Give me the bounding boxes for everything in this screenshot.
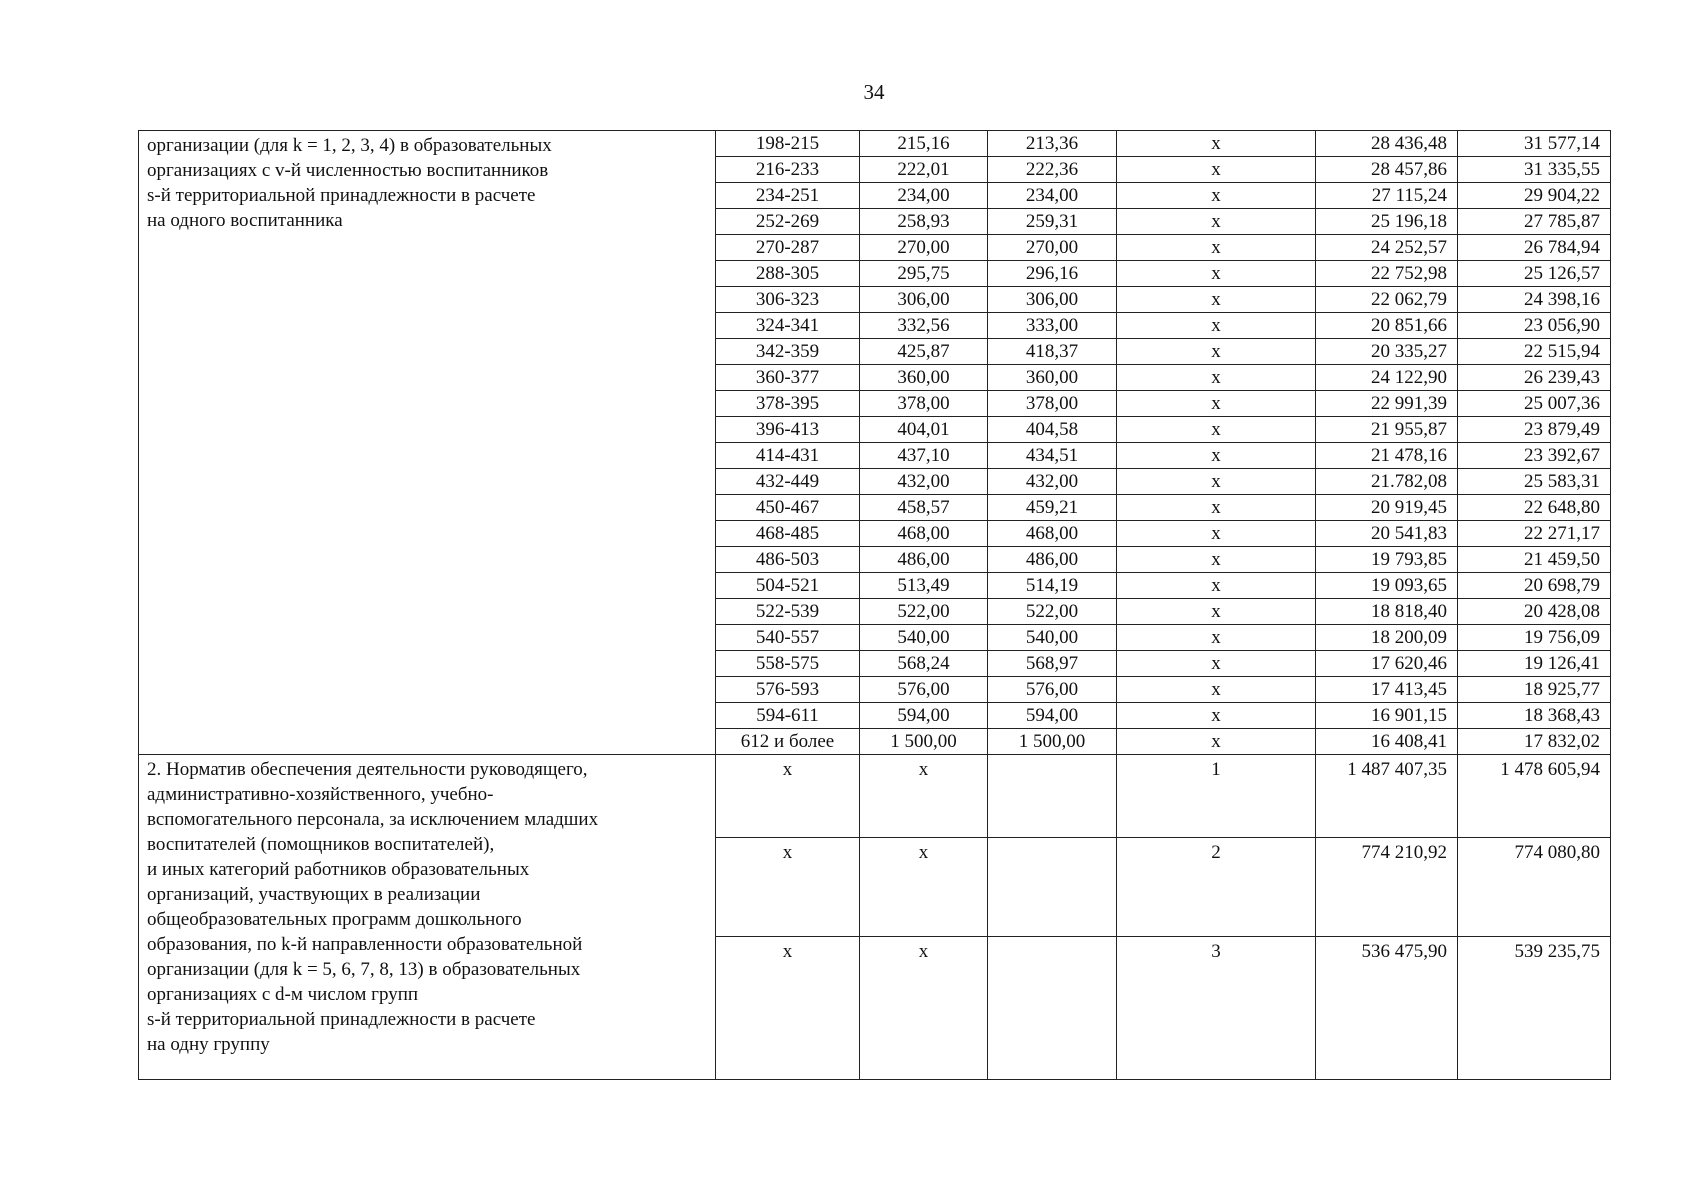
section2-description [139, 755, 716, 1080]
marker-cell: x [716, 838, 860, 937]
amount-cell: 24 252,57 [1316, 235, 1458, 261]
description-line: воспитателей (помощников воспитателей), [147, 834, 495, 855]
amount-cell: 21.782,08 [1316, 469, 1458, 495]
amount-cell: 19 756,09 [1458, 625, 1611, 651]
value-cell: 1 500,00 [860, 729, 988, 755]
amount-cell: 25 583,31 [1458, 469, 1611, 495]
empty-cell [988, 937, 1117, 1080]
value-cell: 222,36 [988, 157, 1117, 183]
range-cell: 234-251 [716, 183, 860, 209]
range-cell: 216-233 [716, 157, 860, 183]
empty-cell [988, 838, 1117, 937]
range-cell: 594-611 [716, 703, 860, 729]
amount-cell: 26 784,94 [1458, 235, 1611, 261]
amount-cell: 774 080,80 [1458, 838, 1611, 937]
value-cell: 404,58 [988, 417, 1117, 443]
section1-description [139, 131, 716, 755]
description-line: и иных категорий работников образовательных [147, 859, 530, 880]
range-cell: 270-287 [716, 235, 860, 261]
amount-cell: 26 239,43 [1458, 365, 1611, 391]
marker-cell: x [1117, 391, 1316, 417]
description-line: вспомогательного персонала, за исключением младших [147, 809, 599, 830]
amount-cell: 1 487 407,35 [1316, 755, 1458, 838]
description-line: организации (для k = 5, 6, 7, 8, 13) в образовательных [147, 959, 581, 980]
marker-cell: x [1117, 365, 1316, 391]
group-count-cell: 3 [1117, 937, 1316, 1080]
amount-cell: 539 235,75 [1458, 937, 1611, 1080]
value-cell: 468,00 [988, 521, 1117, 547]
marker-cell: x [1117, 599, 1316, 625]
amount-cell: 25 126,57 [1458, 261, 1611, 287]
value-cell: 296,16 [988, 261, 1117, 287]
amount-cell: 22 271,17 [1458, 521, 1611, 547]
amount-cell: 20 851,66 [1316, 313, 1458, 339]
amount-cell: 22 752,98 [1316, 261, 1458, 287]
marker-cell: x [1117, 339, 1316, 365]
range-cell: 504-521 [716, 573, 860, 599]
amount-cell: 21 459,50 [1458, 547, 1611, 573]
amount-cell: 16 901,15 [1316, 703, 1458, 729]
value-cell: 306,00 [988, 287, 1117, 313]
range-cell: 342-359 [716, 339, 860, 365]
range-cell: 324-341 [716, 313, 860, 339]
value-cell: 259,31 [988, 209, 1117, 235]
amount-cell: 22 062,79 [1316, 287, 1458, 313]
description-line: организациях с d-м числом групп [147, 984, 419, 1005]
range-cell: 558-575 [716, 651, 860, 677]
value-cell: 458,57 [860, 495, 988, 521]
marker-cell: x [1117, 651, 1316, 677]
value-cell: 270,00 [860, 235, 988, 261]
description-line: 2. Норматив обеспечения деятельности руководящего, [147, 759, 588, 780]
value-cell: 468,00 [860, 521, 988, 547]
description-line: административно-хозяйственного, учебно- [147, 784, 494, 805]
amount-cell: 31 577,14 [1458, 131, 1611, 157]
amount-cell: 16 408,41 [1316, 729, 1458, 755]
marker-cell: x [860, 838, 988, 937]
range-cell: 450-467 [716, 495, 860, 521]
marker-cell: x [1117, 677, 1316, 703]
amount-cell: 1 478 605,94 [1458, 755, 1611, 838]
marker-cell: x [1117, 131, 1316, 157]
value-cell: 360,00 [988, 365, 1117, 391]
marker-cell: x [1117, 157, 1316, 183]
marker-cell: x [860, 937, 988, 1080]
value-cell: 513,49 [860, 573, 988, 599]
value-cell: 486,00 [988, 547, 1117, 573]
range-cell: 378-395 [716, 391, 860, 417]
value-cell: 234,00 [988, 183, 1117, 209]
amount-cell: 25 196,18 [1316, 209, 1458, 235]
range-cell: 468-485 [716, 521, 860, 547]
amount-cell: 27 115,24 [1316, 183, 1458, 209]
value-cell: 576,00 [988, 677, 1117, 703]
empty-cell [988, 755, 1117, 838]
value-cell: 514,19 [988, 573, 1117, 599]
amount-cell: 23 879,49 [1458, 417, 1611, 443]
value-cell: 594,00 [988, 703, 1117, 729]
range-cell: 612 и более [716, 729, 860, 755]
range-cell: 414-431 [716, 443, 860, 469]
value-cell: 295,75 [860, 261, 988, 287]
amount-cell: 24 398,16 [1458, 287, 1611, 313]
value-cell: 333,00 [988, 313, 1117, 339]
value-cell: 434,51 [988, 443, 1117, 469]
marker-cell: x [1117, 261, 1316, 287]
value-cell: 594,00 [860, 703, 988, 729]
amount-cell: 21 955,87 [1316, 417, 1458, 443]
value-cell: 522,00 [860, 599, 988, 625]
amount-cell: 18 818,40 [1316, 599, 1458, 625]
description-line: организациях с v-й численностью воспитанников [147, 160, 549, 181]
description-line: общеобразовательных программ дошкольного [147, 909, 522, 930]
range-cell: 486-503 [716, 547, 860, 573]
amount-cell: 19 126,41 [1458, 651, 1611, 677]
value-cell: 459,21 [988, 495, 1117, 521]
group-count-cell: 2 [1117, 838, 1316, 937]
range-cell: 306-323 [716, 287, 860, 313]
value-cell: 418,37 [988, 339, 1117, 365]
value-cell: 378,00 [860, 391, 988, 417]
range-cell: 522-539 [716, 599, 860, 625]
marker-cell: x [716, 937, 860, 1080]
range-cell: 396-413 [716, 417, 860, 443]
marker-cell: x [1117, 287, 1316, 313]
amount-cell: 23 056,90 [1458, 313, 1611, 339]
group-count-cell: 1 [1117, 755, 1316, 838]
value-cell: 378,00 [988, 391, 1117, 417]
amount-cell: 20 428,08 [1458, 599, 1611, 625]
value-cell: 1 500,00 [988, 729, 1117, 755]
value-cell: 425,87 [860, 339, 988, 365]
value-cell: 404,01 [860, 417, 988, 443]
description-line: образования, по k-й направленности образовательной [147, 934, 583, 955]
amount-cell: 27 785,87 [1458, 209, 1611, 235]
amount-cell: 21 478,16 [1316, 443, 1458, 469]
amount-cell: 19 793,85 [1316, 547, 1458, 573]
marker-cell: x [1117, 729, 1316, 755]
marker-cell: x [1117, 443, 1316, 469]
amount-cell: 22 515,94 [1458, 339, 1611, 365]
amount-cell: 31 335,55 [1458, 157, 1611, 183]
amount-cell: 18 368,43 [1458, 703, 1611, 729]
range-cell: 432-449 [716, 469, 860, 495]
range-cell: 288-305 [716, 261, 860, 287]
description-line: на одного воспитанника [147, 210, 343, 231]
amount-cell: 18 200,09 [1316, 625, 1458, 651]
amount-cell: 17 832,02 [1458, 729, 1611, 755]
marker-cell: x [1117, 417, 1316, 443]
description-line: s-й территориальной принадлежности в расчете [147, 185, 536, 206]
value-cell: 332,56 [860, 313, 988, 339]
value-cell: 522,00 [988, 599, 1117, 625]
marker-cell: x [1117, 469, 1316, 495]
description-line: организаций, участвующих в реализации [147, 884, 481, 905]
marker-cell: x [1117, 495, 1316, 521]
value-cell: 486,00 [860, 547, 988, 573]
description-line: на одну группу [147, 1034, 270, 1055]
value-cell: 437,10 [860, 443, 988, 469]
amount-cell: 20 335,27 [1316, 339, 1458, 365]
amount-cell: 28 457,86 [1316, 157, 1458, 183]
value-cell: 540,00 [988, 625, 1117, 651]
amount-cell: 25 007,36 [1458, 391, 1611, 417]
marker-cell: x [716, 755, 860, 838]
value-cell: 270,00 [988, 235, 1117, 261]
amount-cell: 536 475,90 [1316, 937, 1458, 1080]
value-cell: 360,00 [860, 365, 988, 391]
amount-cell: 29 904,22 [1458, 183, 1611, 209]
description-line: организации (для k = 1, 2, 3, 4) в образовательных [147, 135, 552, 156]
range-cell: 252-269 [716, 209, 860, 235]
marker-cell: x [1117, 547, 1316, 573]
range-cell: 198-215 [716, 131, 860, 157]
value-cell: 258,93 [860, 209, 988, 235]
marker-cell: x [1117, 573, 1316, 599]
value-cell: 432,00 [988, 469, 1117, 495]
marker-cell: x [1117, 521, 1316, 547]
marker-cell: x [1117, 235, 1316, 261]
marker-cell: x [1117, 183, 1316, 209]
value-cell: 432,00 [860, 469, 988, 495]
marker-cell: x [1117, 703, 1316, 729]
amount-cell: 22 991,39 [1316, 391, 1458, 417]
amount-cell: 20 919,45 [1316, 495, 1458, 521]
range-cell: 360-377 [716, 365, 860, 391]
range-cell: 576-593 [716, 677, 860, 703]
marker-cell: x [1117, 209, 1316, 235]
amount-cell: 17 620,46 [1316, 651, 1458, 677]
table-row [139, 131, 1611, 157]
value-cell: 576,00 [860, 677, 988, 703]
marker-cell: x [1117, 625, 1316, 651]
amount-cell: 18 925,77 [1458, 677, 1611, 703]
amount-cell: 24 122,90 [1316, 365, 1458, 391]
table-row [139, 755, 1611, 838]
amount-cell: 774 210,92 [1316, 838, 1458, 937]
amount-cell: 28 436,48 [1316, 131, 1458, 157]
value-cell: 306,00 [860, 287, 988, 313]
value-cell: 234,00 [860, 183, 988, 209]
marker-cell: x [1117, 313, 1316, 339]
amount-cell: 20 698,79 [1458, 573, 1611, 599]
range-cell: 540-557 [716, 625, 860, 651]
value-cell: 215,16 [860, 131, 988, 157]
amount-cell: 19 093,65 [1316, 573, 1458, 599]
table-body [139, 131, 1611, 1080]
value-cell: 213,36 [988, 131, 1117, 157]
description-line: s-й территориальной принадлежности в расчете [147, 1009, 536, 1030]
value-cell: 568,24 [860, 651, 988, 677]
value-cell: 540,00 [860, 625, 988, 651]
amount-cell: 22 648,80 [1458, 495, 1611, 521]
page-number: 34 [863, 80, 885, 104]
amount-cell: 17 413,45 [1316, 677, 1458, 703]
amount-cell: 23 392,67 [1458, 443, 1611, 469]
value-cell: 568,97 [988, 651, 1117, 677]
norms-table [138, 130, 1611, 1080]
value-cell: 222,01 [860, 157, 988, 183]
amount-cell: 20 541,83 [1316, 521, 1458, 547]
marker-cell: x [860, 755, 988, 838]
